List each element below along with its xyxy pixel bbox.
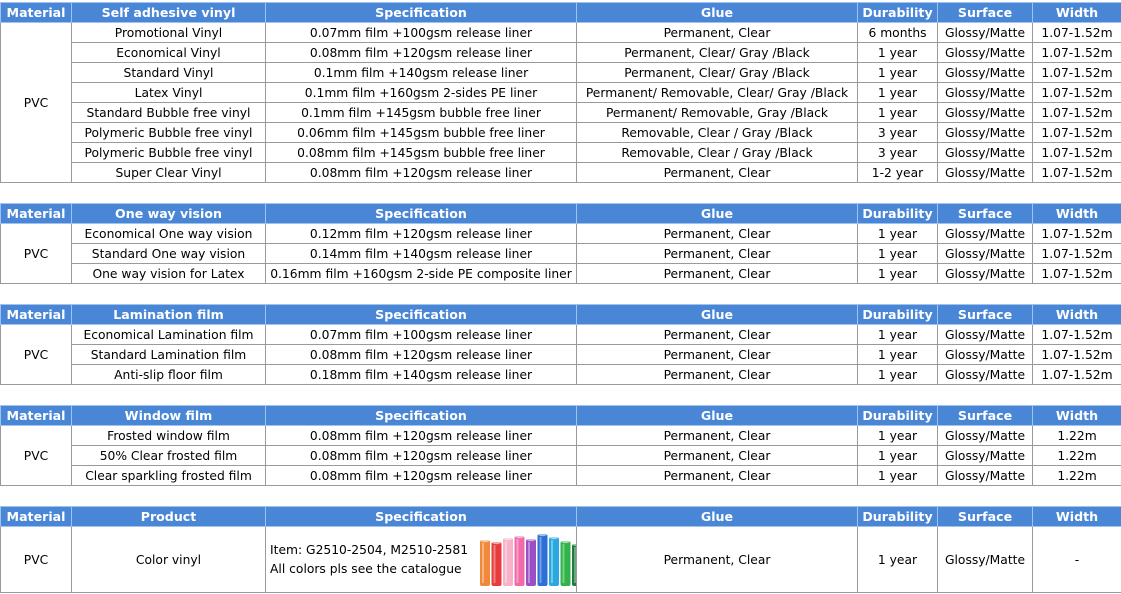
- width-cell: 1.07-1.52m: [1033, 345, 1121, 365]
- spec-cell: [266, 527, 577, 593]
- durability-cell: 1 year: [858, 426, 938, 446]
- material-cell: PVC: [1, 325, 72, 385]
- table-row: [1, 466, 1121, 486]
- table-row: [1, 63, 1121, 83]
- table-row: [1, 23, 1121, 43]
- width-cell: 1.22m: [1033, 426, 1121, 446]
- width-cell: 1.22m: [1033, 446, 1121, 466]
- color-vinyl-table: [0, 506, 1121, 593]
- glue-cell: Permanent/ Removable, Gray /Black: [577, 103, 858, 123]
- durability-cell: 1-2 year: [858, 163, 938, 183]
- section-title: Product: [72, 507, 266, 527]
- table-header-row: [1, 204, 1121, 224]
- surface-cell: Glossy/Matte: [938, 163, 1033, 183]
- glue-cell: Permanent, Clear: [577, 264, 858, 284]
- table-header-row: [1, 3, 1121, 23]
- durability-cell: 6 months: [858, 23, 938, 43]
- durability-cell: 1 year: [858, 527, 938, 593]
- width-cell: 1.07-1.52m: [1033, 23, 1121, 43]
- table-header-row: [1, 305, 1121, 325]
- vinyl-roll: [515, 533, 525, 585]
- material-header: Material: [1, 3, 72, 23]
- surface-cell: Glossy/Matte: [938, 527, 1033, 593]
- glue-header: Glue: [577, 3, 858, 23]
- surface-cell: Glossy/Matte: [938, 83, 1033, 103]
- spec-cell: 0.16mm film +160gsm 2-side PE composite liner: [266, 264, 577, 284]
- width-cell: 1.07-1.52m: [1033, 224, 1121, 244]
- material-cell: PVC: [1, 23, 72, 183]
- glue-cell: Permanent, Clear: [577, 446, 858, 466]
- glue-cell: Permanent, Clear: [577, 23, 858, 43]
- table-row: [1, 244, 1121, 264]
- table-row: [1, 527, 1121, 593]
- width-cell: 1.07-1.52m: [1033, 325, 1121, 345]
- surface-header: Surface: [938, 3, 1033, 23]
- vinyl-roll: [480, 537, 490, 585]
- table-row: [1, 264, 1121, 284]
- surface-cell: Glossy/Matte: [938, 244, 1033, 264]
- width-cell: 1.07-1.52m: [1033, 63, 1121, 83]
- durability-header: Durability: [858, 406, 938, 426]
- product-name-cell: Polymeric Bubble free vinyl: [72, 123, 266, 143]
- width-cell: 1.07-1.52m: [1033, 103, 1121, 123]
- product-name-cell: Super Clear Vinyl: [72, 163, 266, 183]
- vinyl-roll: [503, 535, 513, 585]
- product-name-cell: Standard Lamination film: [72, 345, 266, 365]
- section-title: Self adhesive vinyl: [72, 3, 266, 23]
- surface-cell: Glossy/Matte: [938, 123, 1033, 143]
- one-way-vision-table: [0, 203, 1121, 284]
- glue-cell: Permanent, Clear: [577, 365, 858, 385]
- width-header: Width: [1033, 507, 1121, 527]
- surface-header: Surface: [938, 204, 1033, 224]
- glue-cell: Permanent, Clear: [577, 244, 858, 264]
- durability-cell: 1 year: [858, 446, 938, 466]
- width-cell: 1.07-1.52m: [1033, 83, 1121, 103]
- spec-cell: 0.08mm film +120gsm release liner: [266, 163, 577, 183]
- spec-cell: 0.1mm film +140gsm release liner: [266, 63, 577, 83]
- surface-cell: Glossy/Matte: [938, 345, 1033, 365]
- width-cell: 1.07-1.52m: [1033, 43, 1121, 63]
- table-row: [1, 143, 1121, 163]
- spec-cell: 0.18mm film +140gsm release liner: [266, 365, 577, 385]
- width-cell: 1.07-1.52m: [1033, 365, 1121, 385]
- durability-cell: 1 year: [858, 103, 938, 123]
- durability-header: Durability: [858, 3, 938, 23]
- vinyl-roll: [572, 541, 576, 585]
- table-row: [1, 446, 1121, 466]
- glue-cell: Permanent, Clear/ Gray /Black: [577, 43, 858, 63]
- glue-header: Glue: [577, 507, 858, 527]
- product-name-cell: Standard One way vision: [72, 244, 266, 264]
- table-row: [1, 163, 1121, 183]
- product-name-cell: Economical Vinyl: [72, 43, 266, 63]
- width-header: Width: [1033, 305, 1121, 325]
- spec-cell: 0.12mm film +120gsm release liner: [266, 224, 577, 244]
- durability-header: Durability: [858, 507, 938, 527]
- material-cell: PVC: [1, 527, 72, 593]
- spec-cell: 0.08mm film +120gsm release liner: [266, 345, 577, 365]
- surface-cell: Glossy/Matte: [938, 264, 1033, 284]
- vinyl-roll: [549, 534, 559, 585]
- glue-cell: Permanent, Clear: [577, 466, 858, 486]
- surface-cell: Glossy/Matte: [938, 103, 1033, 123]
- vinyl-roll: [561, 538, 571, 585]
- surface-cell: Glossy/Matte: [938, 143, 1033, 163]
- product-name-cell: Latex Vinyl: [72, 83, 266, 103]
- glue-header: Glue: [577, 406, 858, 426]
- spec-cell: 0.08mm film +145gsm bubble free liner: [266, 143, 577, 163]
- durability-header: Durability: [858, 204, 938, 224]
- surface-cell: Glossy/Matte: [938, 63, 1033, 83]
- self-adhesive-vinyl-table: [0, 2, 1121, 183]
- color-vinyl-rolls-icon: [478, 530, 576, 590]
- glue-cell: Permanent/ Removable, Clear/ Gray /Black: [577, 83, 858, 103]
- table-row: [1, 426, 1121, 446]
- surface-cell: Glossy/Matte: [938, 446, 1033, 466]
- specification-header: Specification: [266, 406, 577, 426]
- width-header: Width: [1033, 3, 1121, 23]
- glue-cell: Permanent, Clear: [577, 426, 858, 446]
- product-name-cell: Standard Vinyl: [72, 63, 266, 83]
- surface-cell: Glossy/Matte: [938, 23, 1033, 43]
- surface-cell: Glossy/Matte: [938, 466, 1033, 486]
- surface-header: Surface: [938, 507, 1033, 527]
- surface-cell: Glossy/Matte: [938, 426, 1033, 446]
- spec-cell: 0.08mm film +120gsm release liner: [266, 426, 577, 446]
- lamination-film-table: [0, 304, 1121, 385]
- product-name-cell: Polymeric Bubble free vinyl: [72, 143, 266, 163]
- spec-cell: 0.07mm film +100gsm release liner: [266, 325, 577, 345]
- window-film-table: [0, 405, 1121, 486]
- durability-header: Durability: [858, 305, 938, 325]
- section-title: One way vision: [72, 204, 266, 224]
- material-header: Material: [1, 406, 72, 426]
- spec-content: [270, 527, 572, 592]
- item-codes: Item: G2510-2504, M2510-2581: [270, 542, 469, 557]
- durability-cell: 1 year: [858, 63, 938, 83]
- specification-header: Specification: [266, 507, 577, 527]
- spec-text: [270, 541, 468, 579]
- material-header: Material: [1, 507, 72, 527]
- material-header: Material: [1, 305, 72, 325]
- width-cell: 1.07-1.52m: [1033, 163, 1121, 183]
- width-cell: 1.22m: [1033, 466, 1121, 486]
- product-name-cell: Economical One way vision: [72, 224, 266, 244]
- product-name-cell: Economical Lamination film: [72, 325, 266, 345]
- table-header-row: [1, 406, 1121, 426]
- spec-cell: 0.06mm film +145gsm bubble free liner: [266, 123, 577, 143]
- durability-cell: 1 year: [858, 466, 938, 486]
- table-row: [1, 224, 1121, 244]
- width-cell: 1.07-1.52m: [1033, 143, 1121, 163]
- spec-cell: 0.07mm film +100gsm release liner: [266, 23, 577, 43]
- surface-cell: Glossy/Matte: [938, 365, 1033, 385]
- table-row: [1, 123, 1121, 143]
- durability-cell: 1 year: [858, 345, 938, 365]
- table-header-row: [1, 507, 1121, 527]
- table-row: [1, 365, 1121, 385]
- durability-cell: 1 year: [858, 83, 938, 103]
- product-name-cell: Frosted window film: [72, 426, 266, 446]
- table-row: [1, 43, 1121, 63]
- spec-cell: 0.1mm film +160gsm 2-sides PE liner: [266, 83, 577, 103]
- glue-cell: Permanent, Clear: [577, 224, 858, 244]
- product-name-cell: Color vinyl: [72, 527, 266, 593]
- vinyl-roll: [492, 539, 502, 585]
- width-cell: 1.07-1.52m: [1033, 244, 1121, 264]
- durability-cell: 1 year: [858, 244, 938, 264]
- spec-cell: 0.08mm film +120gsm release liner: [266, 466, 577, 486]
- product-name-cell: Clear sparkling frosted film: [72, 466, 266, 486]
- durability-cell: 1 year: [858, 264, 938, 284]
- surface-header: Surface: [938, 305, 1033, 325]
- table-row: [1, 325, 1121, 345]
- material-cell: PVC: [1, 426, 72, 486]
- vinyl-roll: [526, 536, 536, 585]
- width-cell: -: [1033, 527, 1121, 593]
- width-header: Width: [1033, 406, 1121, 426]
- durability-cell: 3 year: [858, 143, 938, 163]
- spec-cell: 0.14mm film +140gsm release liner: [266, 244, 577, 264]
- width-cell: 1.07-1.52m: [1033, 123, 1121, 143]
- product-name-cell: Standard Bubble free vinyl: [72, 103, 266, 123]
- glue-cell: Removable, Clear / Gray /Black: [577, 143, 858, 163]
- durability-cell: 1 year: [858, 43, 938, 63]
- durability-cell: 3 year: [858, 123, 938, 143]
- spec-cell: 0.08mm film +120gsm release liner: [266, 446, 577, 466]
- durability-cell: 1 year: [858, 365, 938, 385]
- surface-cell: Glossy/Matte: [938, 43, 1033, 63]
- specification-header: Specification: [266, 204, 577, 224]
- material-cell: PVC: [1, 224, 72, 284]
- spec-cell: 0.1mm film +145gsm bubble free liner: [266, 103, 577, 123]
- durability-cell: 1 year: [858, 224, 938, 244]
- product-name-cell: 50% Clear frosted film: [72, 446, 266, 466]
- glue-header: Glue: [577, 204, 858, 224]
- table-row: [1, 345, 1121, 365]
- vinyl-roll: [538, 531, 548, 585]
- table-row: [1, 103, 1121, 123]
- glue-cell: Permanent, Clear: [577, 325, 858, 345]
- product-name-cell: Anti-slip floor film: [72, 365, 266, 385]
- glue-cell: Permanent, Clear: [577, 527, 858, 593]
- surface-header: Surface: [938, 406, 1033, 426]
- glue-cell: Permanent, Clear: [577, 163, 858, 183]
- section-title: Window film: [72, 406, 266, 426]
- section-title: Lamination film: [72, 305, 266, 325]
- glue-cell: Removable, Clear / Gray /Black: [577, 123, 858, 143]
- glue-cell: Permanent, Clear/ Gray /Black: [577, 63, 858, 83]
- catalogue-note: All colors pls see the catalogue: [270, 561, 462, 576]
- specification-header: Specification: [266, 305, 577, 325]
- specification-header: Specification: [266, 3, 577, 23]
- width-header: Width: [1033, 204, 1121, 224]
- glue-header: Glue: [577, 305, 858, 325]
- surface-cell: Glossy/Matte: [938, 325, 1033, 345]
- table-row: [1, 83, 1121, 103]
- surface-cell: Glossy/Matte: [938, 224, 1033, 244]
- product-name-cell: Promotional Vinyl: [72, 23, 266, 43]
- width-cell: 1.07-1.52m: [1033, 264, 1121, 284]
- durability-cell: 1 year: [858, 325, 938, 345]
- spec-cell: 0.08mm film +120gsm release liner: [266, 43, 577, 63]
- product-name-cell: One way vision for Latex: [72, 264, 266, 284]
- glue-cell: Permanent, Clear: [577, 345, 858, 365]
- material-header: Material: [1, 204, 72, 224]
